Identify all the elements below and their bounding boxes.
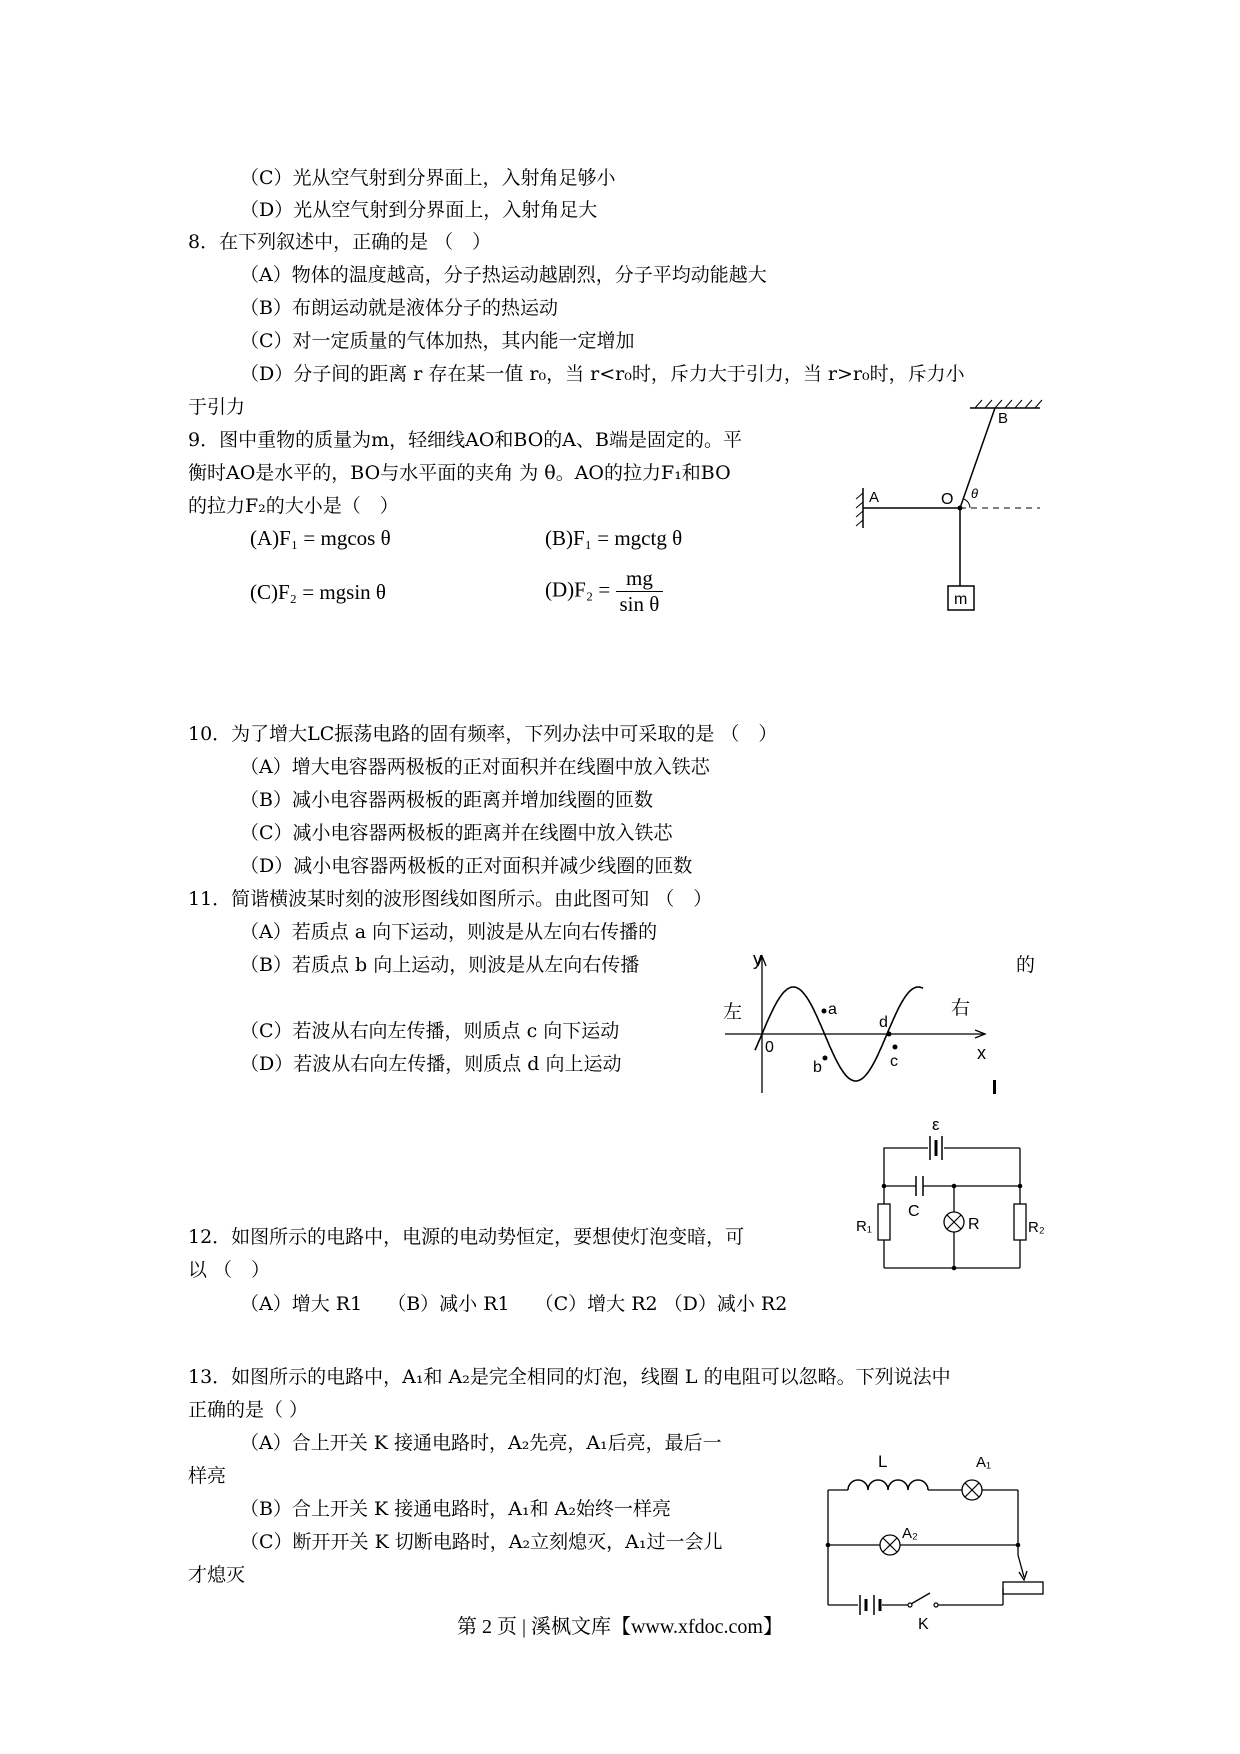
- q13-stem-line1: 13．如图所示的电路中，A₁和 A₂是完全相同的灯泡，线圈 L 的电阻可以忽略。下列说法中: [188, 1366, 951, 1388]
- q12-label-r2: R₂: [1028, 1219, 1045, 1236]
- q9-option-d-numerator: mg: [616, 566, 664, 592]
- q11-label-left: 左: [723, 1002, 743, 1023]
- q12-options: （A）增大 R1 （B）减小 R1 （C）增大 R2 （D）减小 R2: [240, 1293, 788, 1315]
- q9-option-d: [545, 566, 663, 617]
- q10-option-b: （B）减小电容器两极板的距离并增加线圈的匝数: [240, 789, 653, 811]
- q12-stem-line1: 12．如图所示的电路中，电源的电动势恒定，要想使灯泡变暗，可: [188, 1226, 745, 1248]
- q10-option-d: （D）减小电容器两极板的正对面积并减少线圈的匝数: [240, 855, 693, 877]
- q9-option-b: (B)F₁ = mgctg θ: [545, 526, 683, 550]
- q11-point-b: b: [813, 1059, 822, 1076]
- q9-label-a: A: [869, 489, 880, 506]
- page-footer: 第 2 页 | 溪枫文库【www.xfdoc.com】: [456, 1616, 783, 1638]
- q13-label-a2: A₂: [902, 1525, 918, 1542]
- q9-option-d-lhs: (D)F₂ =: [545, 577, 611, 602]
- q13-label-k: K: [918, 1616, 929, 1633]
- q9-label-m: m: [954, 591, 968, 608]
- q13-option-a: （A）合上开关 K 接通电路时，A₂先亮，A₁后亮，最后一: [240, 1432, 722, 1454]
- q13-label-a1: A₁: [976, 1454, 992, 1471]
- q13-option-c-cont: 才熄灭: [188, 1564, 246, 1586]
- q9-stem-line3: 的拉力F₂的大小是（ ）: [188, 495, 399, 517]
- q9-label-theta: θ: [971, 486, 979, 501]
- q7-option-c: （C）光从空气射到分界面上，入射角足够小: [240, 167, 616, 189]
- q11-axis-x: x: [977, 1043, 986, 1063]
- q11-label-right: 右: [951, 998, 971, 1019]
- q8-option-d-cont: 于引力: [188, 396, 246, 418]
- q11-point-d: d: [879, 1014, 888, 1031]
- q9-option-c: (C)F₂ = mgsin θ: [250, 580, 386, 604]
- q8-option-a: （A）物体的温度越高，分子热运动越剧烈，分子平均动能越大: [240, 264, 767, 286]
- q12-stem-line2: 以 （ ）: [188, 1259, 271, 1281]
- q12-label-c: C: [908, 1203, 920, 1220]
- q9-option-a: (A)F₁ = mgcos θ: [250, 526, 391, 550]
- q11-option-d: （D）若波从右向左传播，则质点 d 向上运动: [240, 1053, 622, 1075]
- q9-option-d-denominator: sin θ: [619, 592, 660, 616]
- q8-stem: 8．在下列叙述中，正确的是 （ ）: [188, 231, 492, 253]
- q9-stem-line2: 衡时AO是水平的，BO与水平面的夹角 为 θ。AO的拉力F₁和BO: [188, 462, 731, 484]
- q9-stem-line1: 9．图中重物的质量为m，轻细线AO和BO的A、B端是固定的。平: [188, 429, 742, 451]
- q11-option-c: （C）若波从右向左传播，则质点 c 向下运动: [240, 1020, 620, 1042]
- q11-origin: 0: [765, 1039, 774, 1056]
- q9-label-b: B: [998, 410, 1009, 427]
- q13-stem-line2: 正确的是（ ）: [188, 1399, 309, 1421]
- q9-option-d-fraction: [616, 566, 664, 617]
- q8-option-d: （D）分子间的距离 r 存在某一值 r₀，当 r<r₀时，斥力大于引力，当 r>r₀时，斥力小: [240, 363, 965, 385]
- q9-figure: [855, 398, 1045, 628]
- q11-point-a: a: [828, 1001, 837, 1018]
- q13-option-c: （C）断开开关 K 切断电路时，A₂立刻熄灭，A₁过一会儿: [240, 1531, 723, 1553]
- q11-point-c: c: [890, 1053, 898, 1070]
- q9-label-o: O: [941, 491, 954, 508]
- q8-option-b: （B）布朗运动就是液体分子的热运动: [240, 297, 558, 319]
- q10-option-a: （A）增大电容器两极板的正对面积并在线圈中放入铁芯: [240, 756, 710, 778]
- q11-option-a: （A）若质点 a 向下运动，则波是从左向右传播的: [240, 921, 658, 943]
- q13-label-l: L: [878, 1452, 888, 1471]
- q11-axis-y: y: [753, 949, 762, 969]
- q10-option-c: （C）减小电容器两极板的距离并在线圈中放入铁芯: [240, 822, 673, 844]
- q11-stem: 11．简谐横波某时刻的波形图线如图所示。由此图可知 （ ）: [188, 888, 713, 910]
- q12-label-r1: R₁: [856, 1218, 872, 1235]
- q13-option-a-cont: 样亮: [188, 1465, 227, 1487]
- q13-option-b: （B）合上开关 K 接通电路时，A₁和 A₂始终一样亮: [240, 1498, 671, 1520]
- q12-figure: [848, 1112, 1048, 1282]
- q8-option-c: （C）对一定质量的气体加热，其内能一定增加: [240, 330, 635, 352]
- q11-figure: [715, 948, 1005, 1098]
- q13-figure: [818, 1445, 1058, 1633]
- q11-option-b-tail: 的: [1016, 954, 1036, 976]
- q10-stem: 10．为了增大LC振荡电路的固有频率，下列办法中可采取的是 （ ）: [188, 723, 778, 745]
- q11-option-b: （B）若质点 b 向上运动，则波是从左向右传播: [240, 954, 640, 976]
- q7-option-d: （D）光从空气射到分界面上，入射角足大: [240, 199, 598, 221]
- q12-label-r: R: [968, 1216, 980, 1233]
- q12-label-emf: ε: [932, 1115, 940, 1134]
